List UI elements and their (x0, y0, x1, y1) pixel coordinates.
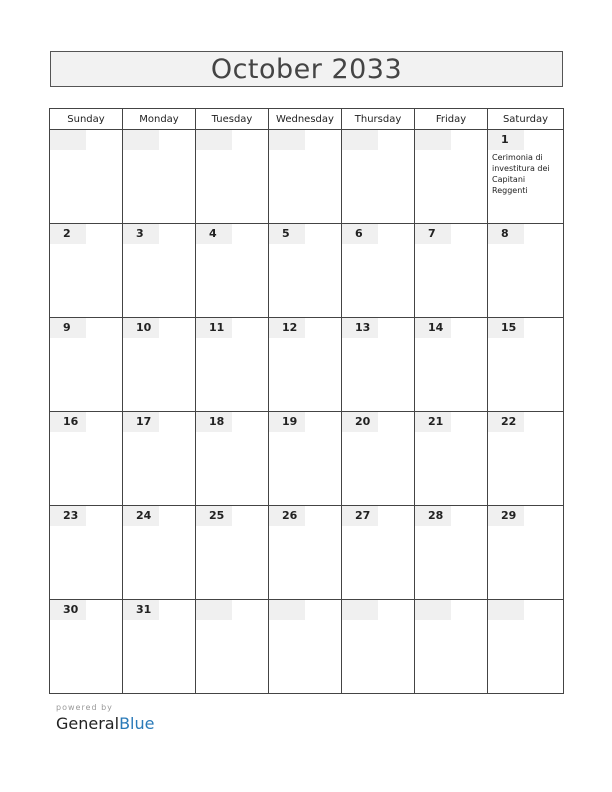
calendar-day-cell (269, 600, 342, 694)
day-number (415, 130, 451, 150)
day-number: 4 (196, 224, 232, 244)
day-number: 2 (50, 224, 86, 244)
day-number: 13 (342, 318, 378, 338)
day-number: 29 (488, 506, 524, 526)
calendar-day-cell (50, 224, 123, 318)
calendar-day-cell (123, 412, 196, 506)
day-number: 17 (123, 412, 159, 432)
calendar-day-cell (488, 318, 564, 412)
calendar-day-cell (196, 600, 269, 694)
day-number: 16 (50, 412, 86, 432)
calendar-day-cell (488, 506, 564, 600)
logo-general-text: General (56, 714, 120, 733)
day-number: 1 (488, 130, 524, 150)
calendar-week-row (50, 318, 564, 412)
day-number (415, 600, 451, 620)
day-number: 26 (269, 506, 305, 526)
day-number: 6 (342, 224, 378, 244)
weekday-header: Wednesday (269, 109, 342, 130)
day-number: 21 (415, 412, 451, 432)
logo-blue-text: Blue (119, 714, 155, 733)
calendar-day-cell (50, 130, 123, 224)
calendar-day-cell (488, 224, 564, 318)
weekday-header-row (50, 109, 564, 130)
day-number: 28 (415, 506, 451, 526)
day-number (342, 600, 378, 620)
day-number: 14 (415, 318, 451, 338)
calendar-week-row (50, 130, 564, 224)
calendar-day-cell (415, 412, 488, 506)
calendar-day-cell (415, 224, 488, 318)
calendar-day-cell (342, 224, 415, 318)
day-number (50, 130, 86, 150)
calendar-day-cell (269, 506, 342, 600)
calendar-day-cell (123, 600, 196, 694)
powered-by-label: powered by (56, 703, 113, 712)
weekday-header: Tuesday (196, 109, 269, 130)
calendar-day-cell (415, 600, 488, 694)
calendar-day-cell (269, 318, 342, 412)
day-number (123, 130, 159, 150)
day-number: 23 (50, 506, 86, 526)
day-number: 7 (415, 224, 451, 244)
day-number: 22 (488, 412, 524, 432)
day-number: 9 (50, 318, 86, 338)
day-number: 5 (269, 224, 305, 244)
day-number: 24 (123, 506, 159, 526)
day-number (488, 600, 524, 620)
calendar-day-cell (196, 412, 269, 506)
calendar-day-cell (488, 130, 564, 224)
calendar-week-row (50, 600, 564, 694)
weekday-header: Sunday (50, 109, 123, 130)
calendar-day-cell (342, 130, 415, 224)
calendar-day-cell (50, 412, 123, 506)
calendar-day-cell (342, 412, 415, 506)
day-number (342, 130, 378, 150)
weekday-header: Friday (415, 109, 488, 130)
day-number: 30 (50, 600, 86, 620)
day-number: 18 (196, 412, 232, 432)
day-number: 27 (342, 506, 378, 526)
weekday-header: Saturday (488, 109, 564, 130)
day-number (269, 600, 305, 620)
calendar-week-row (50, 412, 564, 506)
day-number: 31 (123, 600, 159, 620)
day-number: 3 (123, 224, 159, 244)
calendar-title-box (50, 51, 563, 87)
calendar-day-cell (196, 506, 269, 600)
calendar-day-cell (196, 224, 269, 318)
calendar-day-cell (342, 506, 415, 600)
calendar-day-cell (415, 130, 488, 224)
calendar-week-row (50, 506, 564, 600)
calendar-day-cell (123, 506, 196, 600)
calendar-day-cell (50, 600, 123, 694)
day-number: 15 (488, 318, 524, 338)
day-number: 8 (488, 224, 524, 244)
day-number (196, 130, 232, 150)
calendar-day-cell (488, 412, 564, 506)
day-number (269, 130, 305, 150)
calendar-day-cell (415, 506, 488, 600)
calendar-day-cell (269, 130, 342, 224)
day-number: 20 (342, 412, 378, 432)
day-number: 12 (269, 318, 305, 338)
calendar-day-cell (269, 412, 342, 506)
calendar-day-cell (342, 600, 415, 694)
calendar-day-cell (50, 318, 123, 412)
calendar-day-cell (50, 506, 123, 600)
calendar-day-cell (123, 130, 196, 224)
calendar-day-cell (196, 318, 269, 412)
calendar-day-cell (488, 600, 564, 694)
calendar-title: October 2033 (210, 53, 403, 85)
calendar-day-cell (123, 318, 196, 412)
calendar-day-cell (415, 318, 488, 412)
day-number: 19 (269, 412, 305, 432)
day-number: 11 (196, 318, 232, 338)
calendar-day-cell (342, 318, 415, 412)
footer-brand (56, 703, 154, 733)
weekday-header: Monday (123, 109, 196, 130)
calendar-grid (49, 108, 564, 694)
calendar-day-cell (269, 224, 342, 318)
holiday-event-label: Cerimonia di investitura dei Capitani Reggenti (492, 153, 550, 195)
day-number: 25 (196, 506, 232, 526)
calendar-day-cell (196, 130, 269, 224)
weekday-header: Thursday (342, 109, 415, 130)
calendar-week-row (50, 224, 564, 318)
day-number (196, 600, 232, 620)
calendar-day-cell (123, 224, 196, 318)
day-number: 10 (123, 318, 159, 338)
generalblue-logo (56, 714, 154, 733)
